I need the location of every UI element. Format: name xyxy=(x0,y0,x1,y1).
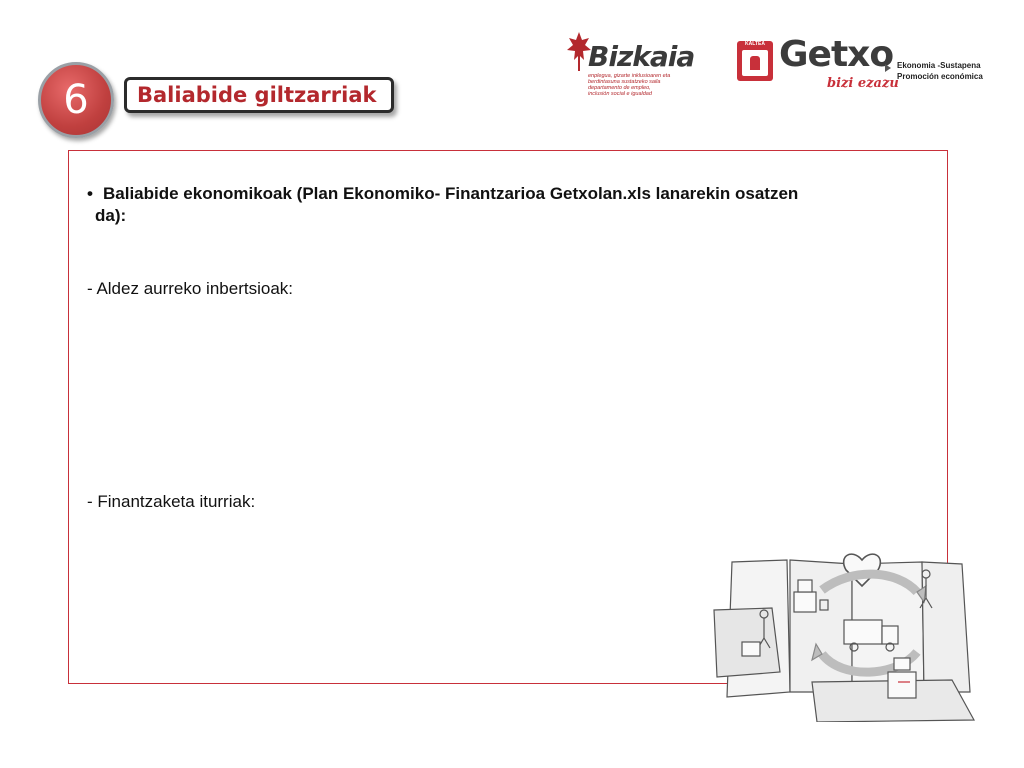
prior-investments-label: - Aldez aurreko inbertsioak: xyxy=(87,279,293,298)
arrow-right-icon xyxy=(885,64,891,72)
step-number: 6 xyxy=(63,77,89,123)
financing-sources-label: - Finantzaketa iturriak: xyxy=(87,492,256,511)
getxo-department: Ekonomia -Sustapena Promoción económica xyxy=(897,61,983,81)
bullet-text-line1: Baliabide ekonomikoak (Plan Ekonomiko- Finantzarioa Getxolan.xls lanarekin osatzen xyxy=(103,184,799,203)
getxo-slogan: bizi ezazu xyxy=(827,76,899,91)
bullet-text-line2: da): xyxy=(95,206,127,225)
bizkaia-logo xyxy=(566,30,696,102)
getxo-seal-icon: KALTEA xyxy=(737,41,773,81)
section-title-box xyxy=(124,77,394,113)
bizkaia-wordmark: Bizkaia xyxy=(588,40,695,73)
getxo-wordmark: Getxo xyxy=(779,34,894,75)
bullet-marker: • xyxy=(87,184,93,203)
business-model-sketch-illustration xyxy=(712,542,992,722)
section-title: Baliabide giltzarriak xyxy=(137,83,377,107)
bullet-economic-resources xyxy=(87,183,927,227)
getxo-logo xyxy=(737,34,997,98)
bizkaia-subtitle: enplegua, gizarte inklusioaren eta berdintasuna sustatzeko saila departamento de empleo, inclusión social e igualdad xyxy=(588,73,671,97)
step-number-badge xyxy=(38,62,114,138)
